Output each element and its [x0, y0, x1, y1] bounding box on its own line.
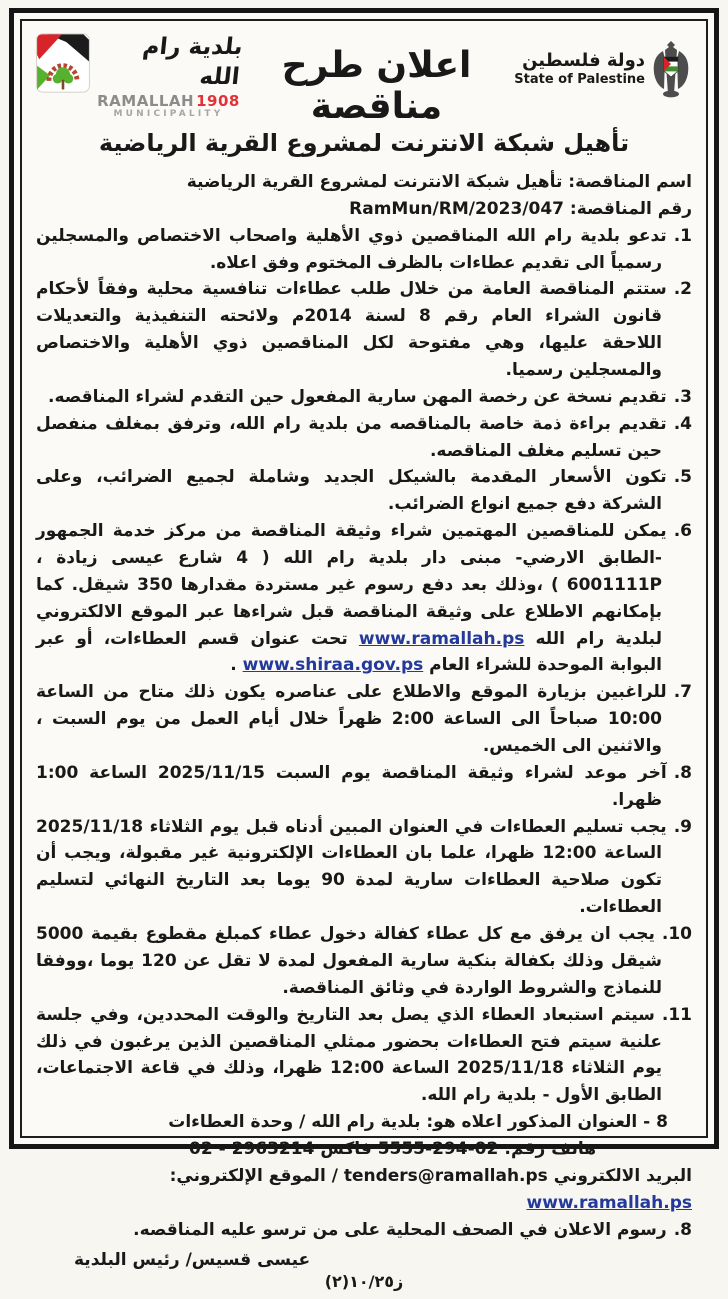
- state-of-palestine-logo: [512, 29, 692, 99]
- website-label: / الموقع الإلكتروني:: [169, 1165, 344, 1186]
- ramallah-emblem-icon: [36, 33, 90, 93]
- ramallah-calligraphy: بلدية رام الله: [141, 34, 245, 90]
- item-number: 1.: [673, 225, 692, 246]
- phone-fax-line: هاتف رقم: 02-294-5555 فاكس 2963214 - 02: [189, 1138, 596, 1159]
- ramallah-logo-text: [96, 33, 245, 121]
- email-address: tenders@ramallah.ps: [343, 1165, 548, 1186]
- item-number: 9.: [673, 816, 692, 837]
- item-number: 4.: [673, 413, 692, 434]
- ramallah-website-link[interactable]: www.ramallah.ps: [358, 628, 525, 649]
- item-text: تدعو بلدية رام الله المناقصين ذوي الأهلية واصحاب الاختصاص والمسجلين رسمياً الى تقديم عطاءات بالظرف المختوم وفق اعلاه.: [36, 225, 667, 273]
- item-text: ستتم المناقصة العامة من خلال طلب عطاءات تنافسية محلية وفقاً لأحكام قانون الشراء العام رقم 8 لسنة 2014م ولائحته التنفيذية والتعديلات اللاحقة عليها، وهي مفتوحة لكل المناقصين ذوي الأهلية والاختصاص والمسجلين رسميا.: [36, 279, 667, 381]
- list-item-8: [36, 760, 692, 814]
- list-item-4: [36, 411, 692, 465]
- item-text: تقديم براءة ذمة خاصة بالمناقصه من بلدية رام الله، وترفق بمغلف منفصل حين تسليم مغلف المناقصه.: [36, 413, 667, 461]
- palestine-logo-text: [514, 50, 645, 88]
- item-text: يجب ان يرفق مع كل عطاء كفالة دخول عطاء كمبلغ مقطوع بقيمة 5000 شيقل وذلك بكفالة بنكية سارية المفعول لمدة لا تقل عن 120 يوما ،ووفقا للنماذج والشروط الواردة في وثائق المناقصة.: [36, 924, 662, 998]
- list-item-3: [36, 384, 692, 411]
- item-number: 7.: [673, 682, 692, 703]
- item-text: يمكن للمناقصين المهتمين شراء وثيقة المناقصة من مركز خدمة الجمهور -الطابق الارضي- مبنى دار بلدية رام الله ( 4 شارع عيسى زيادة ، 6001111P ) ،وذلك بعد دفع رسوم غير مستردة مقدارها 350 شيقل. كما بإمكانهم الاطلاع على وثيقة المناقصة قبل شراءها عبر الموقع الالكتروني لبلدية رام الله: [36, 521, 667, 649]
- shiraa-portal-link[interactable]: www.shiraa.gov.ps: [242, 655, 424, 676]
- fees-line: [36, 1217, 692, 1244]
- item-text: يجب تسليم العطاءات في العنوان المبين أدناه قبل يوم الثلاثاء 2025/11/18 الساعة 12:00 ظهرا، علما بان العطاءات الإلكترونية غير مقبولة، ويجب أن تكون صلاحية العطاءات سارية لمدة 90 يوما بعد التاريخ النهائي لتسليم العطاءات.: [36, 816, 667, 918]
- list-item-6: [36, 518, 692, 679]
- tender-body: [36, 169, 692, 1299]
- footer-website-link[interactable]: www.ramallah.ps: [526, 1192, 692, 1213]
- ramallah-municipality-label: MUNICIPALITY: [113, 109, 224, 120]
- item-number: 11.: [661, 1004, 692, 1025]
- ramallah-year: 1908: [196, 91, 240, 110]
- item-text: آخر موعد لشراء وثيقة المناقصة يوم السبت 2025/11/15 الساعة 1:00 ظهرا.: [36, 762, 667, 810]
- item-text: تكون الأسعار المقدمة بالشيكل الجديد وشاملة لجميع الضرائب، وعلى الشركة دفع جميع انواع الضرائب.: [36, 467, 667, 515]
- item-number: 3.: [673, 386, 692, 407]
- ramallah-name: [97, 93, 240, 110]
- item-text: سيتم استبعاد العطاء الذي يصل بعد التاريخ والوقت المحددين، وفي جلسة علنية سيتم فتح العطاءات بحضور ممثلي المناقصين الذين يرغبون في ذلك يوم الثلاثاء 2025/11/18 الساعة 12:00 ظهرا، وذلك في قاعة الاجتماعات، الطابق الأول - بلدية رام الله.: [36, 1004, 662, 1106]
- ramallah-name-en: RAMALLAH: [97, 91, 195, 110]
- list-item-5: [36, 464, 692, 518]
- header: [36, 29, 692, 127]
- item-text: تقديم نسخة عن رخصة المهن سارية المفعول حين التقدم لشراء المناقصه.: [48, 386, 667, 407]
- tender-subtitle: تأهيل شبكة الانترنت لمشروع القرية الرياضية: [98, 129, 630, 157]
- item-text: تحت عنوان قسم العطاءات، أو عبر البوابة الموحدة للشراء العام: [36, 628, 662, 676]
- item-number: 8.: [673, 1219, 692, 1240]
- page-title: اعلان طرح مناقصة: [281, 45, 472, 127]
- ramallah-municipality-logo: [36, 29, 245, 121]
- item-text: .: [230, 655, 243, 676]
- list-item-9: [36, 814, 692, 921]
- item-text: رسوم الاعلان في الصحف المحلية على من ترسو عليه المناقصه.: [133, 1219, 667, 1240]
- list-item-11: [36, 1002, 692, 1109]
- list-item-2: [36, 276, 692, 383]
- item-number: 5.: [673, 467, 692, 488]
- item-number: 2.: [673, 279, 692, 300]
- item-number: 6.: [673, 521, 692, 542]
- item-number: 8.: [673, 762, 692, 783]
- email-label: البريد الالكتروني: [547, 1165, 692, 1186]
- address-line: 8 - العنوان المذكور اعلاه هو: بلدية رام الله / وحدة العطاءات: [168, 1112, 668, 1133]
- tender-number-line: رقم المناقصة: RamMun/RM/2023/047: [349, 198, 692, 219]
- palestine-eagle-icon: [650, 39, 692, 99]
- mayor-signature: عيسى قسيس/ رئيس البلدية: [74, 1250, 311, 1271]
- email-website-line: [36, 1163, 692, 1217]
- inner-border: [20, 19, 708, 1292]
- item-number: 10.: [661, 924, 692, 945]
- list-item-7: [36, 679, 692, 760]
- ad-reference-code: ز١٠/٢٥(٢): [324, 1272, 404, 1292]
- outer-border: [9, 8, 719, 1292]
- list-item-1: [36, 223, 692, 277]
- list-item-10: [36, 921, 692, 1002]
- item-text: للراغبين بزيارة الموقع والاطلاع على عناصره يكون ذلك متاح من الساعة 10:00 صباحاً الى الساعة 2:00 ظهراً خلال أيام العمل من يوم السبت ، والاثنين الى الخميس.: [36, 682, 667, 757]
- palestine-arabic-label: دولة فلسطين: [522, 49, 645, 71]
- palestine-english-label: State of Palestine: [514, 72, 645, 88]
- tender-name-line: اسم المناقصة: تأهيل شبكة الانترنت لمشروع القرية الرياضية: [186, 172, 692, 192]
- signature-row: [36, 1245, 692, 1299]
